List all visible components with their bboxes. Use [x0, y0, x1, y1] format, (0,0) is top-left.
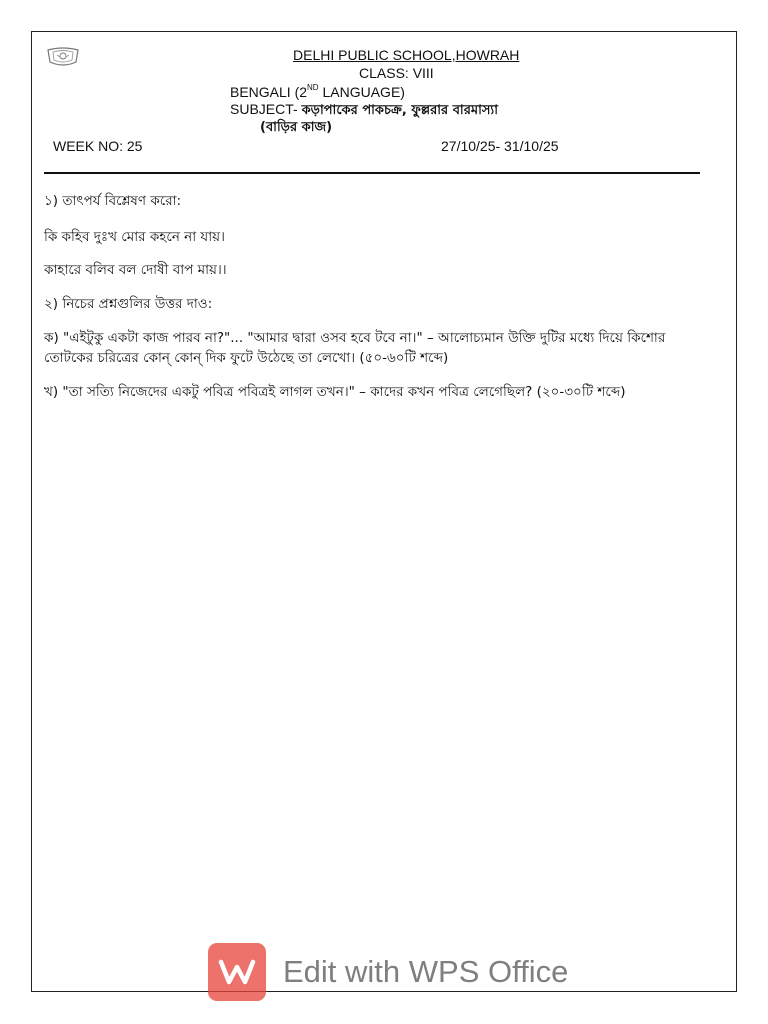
class-label: CLASS: VIII	[359, 65, 434, 81]
question-2a: ক) "এইটুকু একটা কাজ পারব না?"... "আমার দ্বারা ওসব হবে টবে না।" – আলোচ্যমান উক্তি দুটির মধ্যে দিয়ে কিশোর তোটকের চরিত্রের কোন্ কোন্ দিক ফুটে উঠেছে তা লেখো। (৫০-৬০টি শব্দে)	[44, 330, 666, 366]
question-1-heading: ১) তাৎপর্য বিশ্লেষণ করো:	[44, 193, 182, 209]
school-logo-icon	[45, 46, 81, 68]
paper-suffix: LANGUAGE)	[318, 84, 405, 100]
paper-prefix: BENGALI (2	[230, 84, 308, 100]
wps-logo-icon	[208, 943, 266, 1001]
wps-watermark[interactable]	[208, 942, 568, 1002]
subject-value: কড়াপাকের পাকচক্র, ফুল্লরার বারমাস্যা	[301, 103, 498, 118]
header-divider	[44, 172, 700, 174]
page-border	[31, 31, 737, 992]
question-2b: খ) "তা সত্যি নিজেদের একটু পবিত্র পবিত্রই লাগল তখন।" – কাদের কখন পবিত্র লেগেছিল? (২০-৩০টি শব্দে)	[44, 384, 626, 400]
subject-label: SUBJECT-	[230, 101, 302, 117]
homework-title: (বাড়ির কাজ)	[260, 120, 333, 135]
paper-superscript: ND	[307, 83, 319, 93]
date-range: 27/10/25- 31/10/25	[441, 138, 559, 154]
wps-watermark-text: Edit with WPS Office	[283, 954, 569, 989]
week-number: WEEK NO: 25	[53, 138, 143, 154]
question-1-line-2: কাহারে বলিব বল দোষী বাপ মায়।।	[44, 262, 227, 278]
question-2-heading: ২) নিচের প্রশ্নগুলির উত্তর দাও:	[44, 296, 213, 312]
paper-label	[230, 84, 405, 101]
question-1-line-1: কি কহিব দুঃখ মোর কহনে না যায়।	[44, 229, 225, 245]
subject-line	[230, 101, 498, 119]
school-name: DELHI PUBLIC SCHOOL,HOWRAH	[293, 47, 520, 63]
